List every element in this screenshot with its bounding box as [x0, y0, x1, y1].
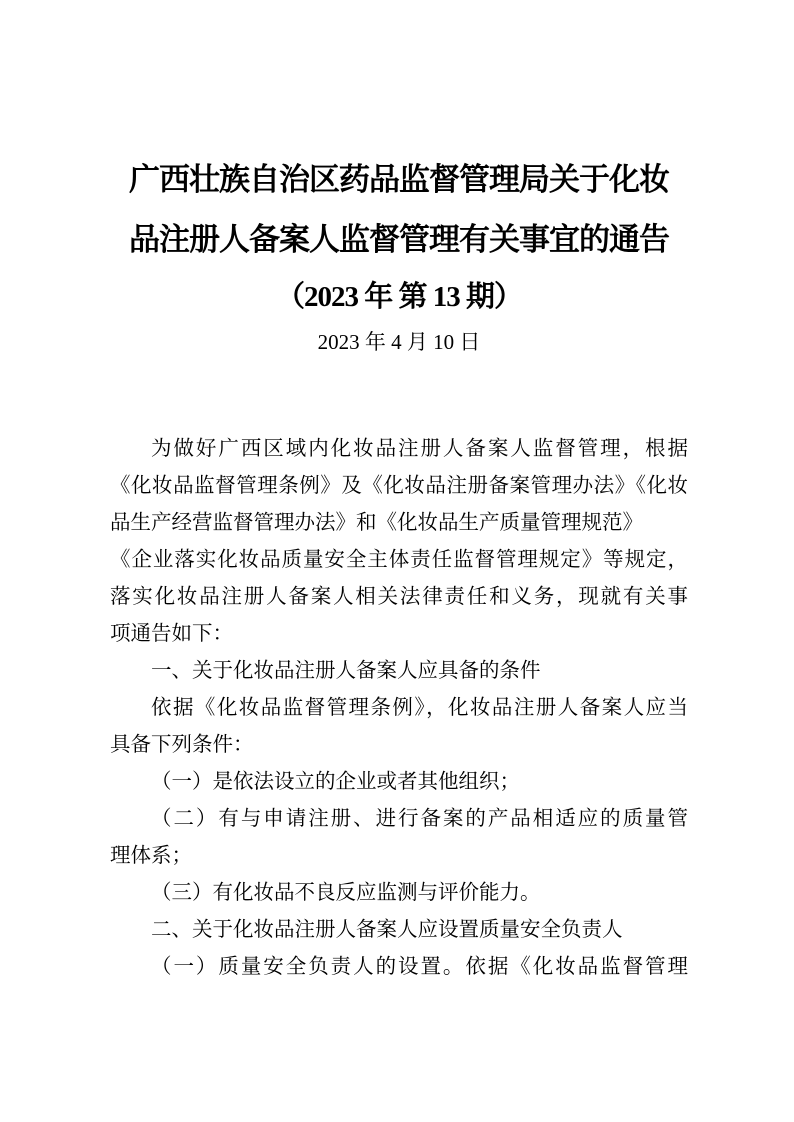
body-text-line: 为做好广西区域内化妆品注册人备案人监督管理，根据 — [151, 438, 688, 460]
body-text-line: 二、关于化妆品注册人备案人应设置质量安全负责人 — [151, 919, 623, 941]
body-text-line: （一）质量安全负责人的设置。依据《化妆品监督管理 — [151, 956, 688, 978]
body-text-line: 品生产经营监督管理办法》和《化妆品生产质量管理规范》 — [110, 512, 643, 534]
body-text-line: 具备下列条件： — [110, 734, 254, 756]
document-content — [110, 150, 688, 986]
document-title-line-1: 广西壮族自治区药品监督管理局关于化妆 — [129, 162, 669, 197]
body-text-line: 落实化妆品注册人备案人相关法律责任和义务，现就有关事 — [110, 586, 688, 608]
document-title-line-2: 品注册人备案人监督管理有关事宜的通告 — [129, 222, 669, 257]
body-text-line: （二）有与申请注册、进行备案的产品相适应的质量管 — [151, 808, 688, 830]
body-text-line: 《企业落实化妆品质量安全主体责任监督管理规定》等规定， — [110, 549, 688, 571]
body-text-line: 项通告如下： — [110, 623, 233, 645]
body-text-line: 一、关于化妆品注册人备案人应具备的条件 — [151, 660, 541, 682]
document-date: 2023 年 4 月 10 日 — [317, 330, 481, 354]
body-text-line: （三）有化妆品不良反应监测与评价能力。 — [151, 882, 541, 904]
document-body — [110, 431, 688, 986]
document-issue-number: （2023 年 第 13 期） — [275, 281, 522, 313]
body-text-line: 理体系； — [110, 845, 192, 867]
body-text-line: 《化妆品监督管理条例》及《化妆品注册备案管理办法》《化妆 — [110, 475, 688, 497]
body-text-line: 依据《化妆品监督管理条例》，化妆品注册人备案人应当 — [151, 697, 688, 719]
document-title — [110, 150, 688, 325]
body-text-line: （一）是依法设立的企业或者其他组织； — [151, 771, 520, 793]
